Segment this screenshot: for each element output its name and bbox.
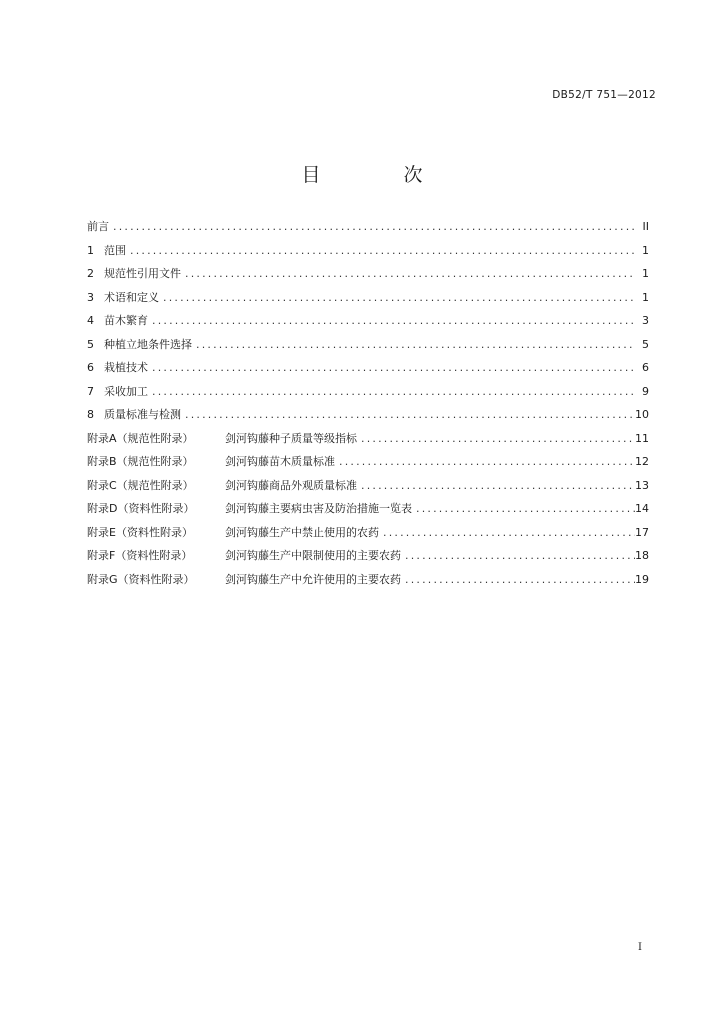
toc-entry-label: 剑河钩藤主要病虫害及防治措施一览表 — [225, 502, 412, 515]
toc-entry-label: 采收加工 — [104, 384, 148, 398]
toc-entry-number: 6 — [87, 361, 94, 374]
toc-dot-leader — [337, 455, 635, 468]
toc-entry-page: 17 — [635, 525, 649, 539]
toc-dot-leader — [414, 502, 635, 515]
toc-entry-label: 种植立地条件选择 — [104, 337, 192, 351]
toc-entry-annex-prefix: 附录F（资料性附录） — [87, 549, 193, 562]
toc-entry[interactable] — [87, 547, 649, 571]
toc-entry-label: 剑河钩藤生产中禁止使用的农药 — [225, 525, 379, 539]
toc-entry[interactable] — [87, 571, 649, 595]
page-number: I — [638, 942, 642, 953]
table-of-contents — [87, 218, 649, 594]
toc-entry-page: 13 — [635, 478, 649, 492]
toc-entry-page: 1 — [642, 267, 649, 280]
toc-entry[interactable] — [87, 289, 649, 313]
toc-entry-label: 剑河钩藤种子质量等级指标 — [225, 431, 357, 445]
toc-entry[interactable] — [87, 312, 649, 336]
toc-entry[interactable] — [87, 430, 649, 454]
toc-entry-label: 前言 — [87, 220, 109, 233]
toc-entry-annex-prefix: 附录E（资料性附录） — [87, 525, 193, 539]
toc-entry-page: 11 — [635, 431, 649, 445]
toc-dot-leader — [359, 479, 635, 492]
document-code: DB52/T 751—2012 — [552, 89, 656, 101]
toc-entry-annex-prefix: 附录C（规范性附录） — [87, 478, 194, 492]
toc-entry-page: 9 — [642, 384, 649, 398]
toc-entry-label: 剑河钩藤商品外观质量标准 — [225, 478, 357, 492]
toc-entry[interactable] — [87, 500, 649, 524]
toc-dot-leader — [150, 385, 635, 398]
toc-dot-leader — [403, 549, 635, 562]
toc-entry-annex-prefix: 附录B（规范性附录） — [87, 455, 194, 468]
toc-entry[interactable] — [87, 383, 649, 407]
toc-dot-leader — [150, 314, 635, 327]
toc-entry[interactable] — [87, 265, 649, 289]
toc-dot-leader — [111, 220, 635, 233]
toc-entry-page: 6 — [642, 361, 649, 374]
toc-entry-number: 1 — [87, 243, 94, 257]
toc-entry-number: 7 — [87, 384, 94, 398]
toc-entry[interactable] — [87, 218, 649, 242]
toc-entry-page: 1 — [642, 290, 649, 304]
toc-entry-label: 剑河钩藤苗木质量标准 — [225, 455, 335, 468]
toc-dot-leader — [359, 432, 635, 445]
toc-entry-label: 剑河钩藤生产中限制使用的主要农药 — [225, 549, 401, 562]
toc-entry-page: 19 — [635, 572, 649, 586]
toc-entry-label: 范围 — [104, 243, 126, 257]
toc-dot-leader — [183, 267, 635, 280]
toc-entry-page: II — [642, 220, 649, 233]
toc-dot-leader — [183, 408, 635, 421]
toc-entry-number: 3 — [87, 290, 94, 304]
toc-dot-leader — [150, 361, 635, 374]
toc-entry-label: 质量标准与检测 — [104, 408, 181, 421]
toc-entry-page: 5 — [642, 337, 649, 351]
toc-entry-page: 12 — [635, 455, 649, 468]
toc-dot-leader — [403, 573, 635, 586]
toc-entry-page: 1 — [642, 243, 649, 257]
toc-dot-leader — [381, 526, 635, 539]
toc-entry-page: 10 — [635, 408, 649, 421]
toc-entry-page: 3 — [642, 314, 649, 327]
toc-entry-number: 8 — [87, 408, 94, 421]
toc-entry-annex-prefix: 附录D（资料性附录） — [87, 502, 195, 515]
toc-entry[interactable] — [87, 359, 649, 383]
toc-entry-page: 18 — [635, 549, 649, 562]
toc-entry-label: 规范性引用文件 — [104, 267, 181, 280]
toc-entry[interactable] — [87, 524, 649, 548]
toc-entry-page: 14 — [635, 502, 649, 515]
toc-entry-annex-prefix: 附录A（规范性附录） — [87, 431, 194, 445]
toc-entry-label: 剑河钩藤生产中允许使用的主要农药 — [225, 572, 401, 586]
toc-entry-label: 栽植技术 — [104, 361, 148, 374]
toc-dot-leader — [194, 338, 635, 351]
toc-dot-leader — [161, 291, 635, 304]
toc-entry[interactable] — [87, 406, 649, 430]
toc-title: 目 次 — [301, 164, 455, 186]
toc-entry[interactable] — [87, 477, 649, 501]
toc-entry[interactable] — [87, 453, 649, 477]
toc-entry[interactable] — [87, 242, 649, 266]
toc-entry-number: 4 — [87, 314, 94, 327]
toc-entry-annex-prefix: 附录G（资料性附录） — [87, 572, 195, 586]
toc-entry[interactable] — [87, 336, 649, 360]
toc-entry-number: 2 — [87, 267, 94, 280]
toc-entry-label: 苗木繁育 — [104, 314, 148, 327]
toc-entry-number: 5 — [87, 337, 94, 351]
toc-entry-label: 术语和定义 — [104, 290, 159, 304]
toc-dot-leader — [128, 244, 635, 257]
